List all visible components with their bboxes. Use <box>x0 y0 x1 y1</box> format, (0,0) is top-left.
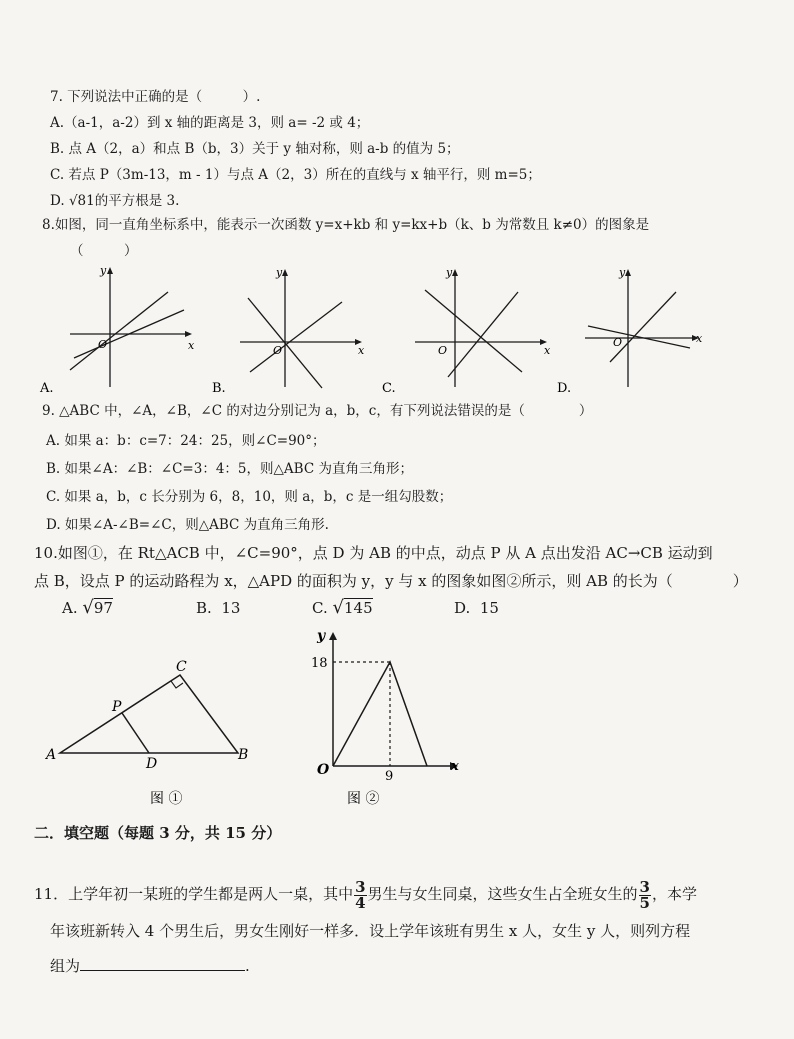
q10-option-b-value: 13 <box>221 599 241 617</box>
q11-line-3-suffix: . <box>245 957 250 975</box>
q9-stem: 9. △ABC 中，∠A，∠B，∠C 的对边分别记为 a，b，c，有下列说法错误的是（ ） <box>42 403 593 419</box>
graph-c <box>382 262 560 396</box>
fraction-3-4: $\frac{3}{4}$ <box>355 877 366 912</box>
right-angle-mark <box>171 681 183 688</box>
graph-a-label: A. <box>40 381 54 396</box>
graph-a-x-label: x <box>188 339 195 352</box>
graph-a-y-label: y <box>100 264 107 277</box>
q10-option-b-label: B. <box>196 599 212 617</box>
q7-option-b: B. 点 A（2，a）和点 B（b，3）关于 y 轴对称，则 a-b 的值为 5； <box>50 141 460 157</box>
graph-b-x-label: x <box>358 344 365 357</box>
q10-option-a-label: A. <box>62 599 78 617</box>
q9-option-b: B. 如果∠A：∠B：∠C=3：4：5，则△ABC 为直角三角形； <box>46 461 413 477</box>
fraction-3-5: $\frac{3}{5}$ <box>639 877 650 912</box>
point-c-label: C <box>176 659 187 675</box>
graph-b-label: B. <box>212 381 226 396</box>
figure-2-graph <box>305 628 475 808</box>
fig2-x-tick: 9 <box>385 769 394 784</box>
q10-line-1: 10.如图①，在 Rt△ACB 中，∠C=90°，点 D 为 AB 的中点，动点 P 从 A 点出发沿 AC→CB 运动到 <box>34 544 713 562</box>
q11-line-2: 年该班新转入 4 个男生后，男女生刚好一样多．设上学年该班有男生 x 人，女生 y 人，则列方程 <box>50 922 691 940</box>
answer-blank[interactable] <box>80 956 245 971</box>
graph-d-line-1 <box>588 326 690 348</box>
q11-text-3: ，本学 <box>651 885 697 903</box>
q10-option-d <box>454 599 499 617</box>
q8-stem: 8.如图，同一直角坐标系中，能表示一次函数 y=x+kb 和 y=kx+b（k、b 为常数且 k≠0）的图象是 <box>42 217 650 233</box>
section-2-title: 二．填空题（每题 3 分，共 15 分） <box>34 824 282 842</box>
figure-1-caption: 图 ① <box>150 791 183 807</box>
graph-b-y-label: y <box>276 266 283 279</box>
graph-d-line-2 <box>610 292 676 362</box>
q11-line-3 <box>50 956 250 975</box>
q7-option-c: C. 若点 P（3m-13，m - 1）与点 A（2，3）所在的直线与 x 轴平行，则 m=5； <box>50 167 541 183</box>
graph-a-line-1 <box>70 292 168 370</box>
q7-option-d-text: 的平方根是 3. <box>94 193 180 209</box>
graph-c-origin: O <box>438 344 448 357</box>
q10-option-c-label: C. <box>312 599 328 617</box>
q11-line-1 <box>34 874 697 914</box>
figure-1-triangle <box>46 655 290 807</box>
graph-d-y-label: y <box>619 266 626 279</box>
q9-option-a: A. 如果 a：b：c=7：24：25，则∠C=90°； <box>46 433 326 449</box>
graph-d <box>557 262 720 396</box>
q10-option-b <box>196 599 240 617</box>
graph-c-line-2 <box>448 292 518 377</box>
point-p-label: P <box>112 699 122 715</box>
graph-c-y-label: y <box>446 266 453 279</box>
graph-c-line-1 <box>425 290 522 372</box>
fig2-origin: O <box>317 762 330 778</box>
graph-b-line-2 <box>250 302 342 372</box>
fig2-y-tick: 18 <box>311 656 328 671</box>
figure-2-caption: 图 ② <box>347 791 380 807</box>
q10-option-a: A. √97 <box>62 597 113 618</box>
q11-text-1: 11．上学年初一某班的学生都是两人一桌，其中 <box>34 885 354 903</box>
graph-a <box>40 262 200 396</box>
q10-option-d-label: D. <box>454 599 471 617</box>
graph-c-label: C. <box>382 381 396 396</box>
q9-option-c: C. 如果 a，b，c 长分别为 6，8，10，则 a，b，c 是一组勾股数； <box>46 489 453 505</box>
q11-text-2: 男生与女生同桌，这些女生占全班女生的 <box>367 885 638 903</box>
graph-a-origin: O <box>98 338 108 351</box>
sqrt-145: 145 <box>343 599 373 617</box>
q10-option-c: C. √145 <box>312 597 373 618</box>
graph-d-label: D. <box>557 381 572 396</box>
point-b-label: B <box>238 747 249 763</box>
graph-d-origin: O <box>613 336 623 349</box>
segment-pd <box>122 713 149 753</box>
q7-option-d: D. √81的平方根是 3. <box>50 193 180 209</box>
fig2-y-label: y <box>317 628 326 644</box>
sqrt-97: 97 <box>93 599 113 617</box>
graph-c-x-label: x <box>544 344 551 357</box>
graph-curve <box>333 662 427 766</box>
q9-option-d: D. 如果∠A-∠B=∠C，则△ABC 为直角三角形. <box>46 517 329 533</box>
graph-d-x-label: x <box>696 332 703 345</box>
graph-b-origin: O <box>273 344 283 357</box>
q8-answer-paren: （ ） <box>70 243 138 259</box>
graph-b <box>212 262 370 396</box>
q10-option-d-value: 15 <box>479 599 499 617</box>
point-a-label: A <box>46 747 57 763</box>
q11-line-3-prefix: 组为 <box>50 957 81 975</box>
sqrt-81: √81 <box>68 193 95 209</box>
q7-option-a: A.（a-1，a-2）到 x 轴的距离是 3，则 a= -2 或 4； <box>50 115 370 131</box>
point-d-label: D <box>146 756 158 772</box>
fig2-x-label: x <box>451 759 459 774</box>
q10-line-2: 点 B，设点 P 的运动路程为 x，△APD 的面积为 y，y 与 x 的图象如图②所示，则 AB 的长为（ ） <box>34 572 748 590</box>
q7-stem: 7. 下列说法中正确的是（ ）. <box>50 89 261 105</box>
